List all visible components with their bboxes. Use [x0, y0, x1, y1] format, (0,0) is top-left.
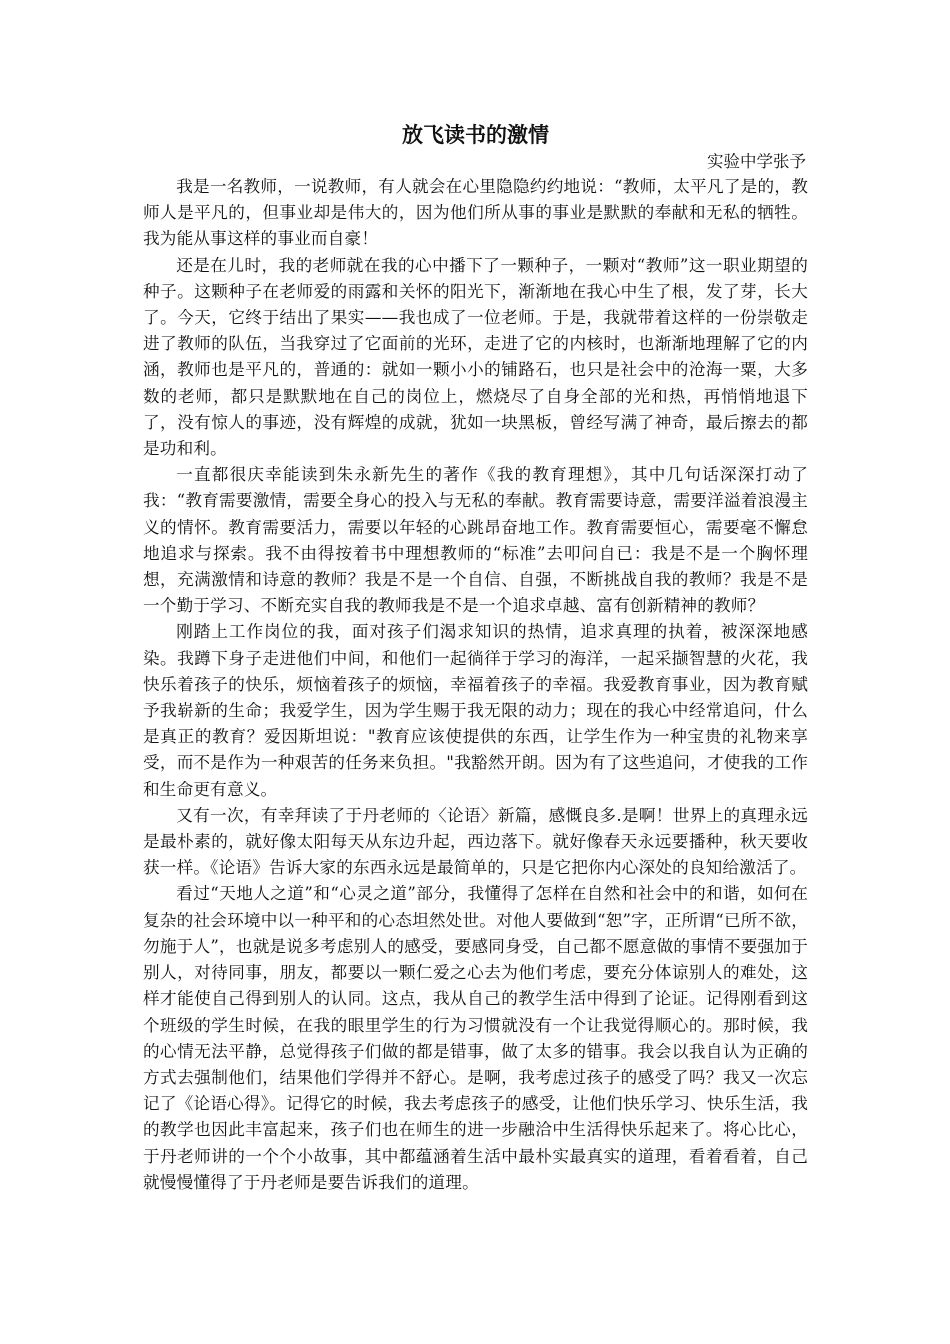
document-page [143, 118, 808, 1196]
paragraph-3: 一直都很庆幸能读到朱永新先生的著作《我的教育理想》，其中几句话深深打动了我：“教育需要激情，需要全身心的投入与无私的奉献。教育需要诗意，需要洋溢着浪漫主义的情怀。教育需要活力，需要以年轻的心跳昂奋地工作。教育需要恒心，需要毫不懈怠地追求与探索。我不由得按着书中理想教师的“标准”去叩问自已：我是不是一个胸怀理想，充满激情和诗意的教师？我是不是一个自信、自强，不断挑战自我的教师？我是不是一个勤于学习、不断充实自我的教师我是不是一个追求卓越、富有创新精神的教师？ [143, 465, 808, 616]
paragraph-2: 还是在儿时，我的老师就在我的心中播下了一颗种子，一颗对“教师”这一职业期望的种子。这颗种子在老师爱的雨露和关怀的阳光下，渐渐地在我心中生了根，发了芽，长大了。今天，它终于结出了果实——我也成了一位老师。于是，我就带着这样的一份崇敬走进了教师的队伍，当我穿过了它面前的光环，走进了它的内核时，也渐渐地理解了它的内涵，教师也是平凡的，普通的：就如一颗小小的铺路石，也只是社会中的沧海一粟，大多数的老师，都只是默默地在自己的岗位上，燃烧尽了自身全部的光和热，再悄悄地退下了，没有惊人的事迹，没有辉煌的成就，犹如一块黑板，曾经写满了神奇，最后擦去的都是功和利。 [143, 255, 808, 459]
paragraph-4: 刚踏上工作岗位的我，面对孩子们渴求知识的热情，追求真理的执着，被深深地感染。我蹲下身子走进他们中间，和他们一起徜徉于学习的海洋，一起采撷智慧的火花，我快乐着孩子的快乐，烦恼着孩子的烦恼，幸福着孩子的幸福。我爱教育事业，因为教育赋予我崭新的生命；我爱学生，因为学生赐于我无限的动力；现在的我心中经常追问，什么是真正的教育？爱因斯坦说："教育应该使提供的东西，让学生作为一种宝贵的礼物来享受，而不是作为一种艰苦的任务来负担。"我豁然开朗。因为有了这些追问，才使我的工作和生命更有意义。 [143, 622, 808, 799]
paragraph-6: 看过“天地人之道”和“心灵之道”部分，我懂得了怎样在自然和社会中的和谐，如何在复杂的社会环境中以一种平和的心态坦然处世。对他人要做到“恕”字，正所谓“已所不欲，勿施于人”，也就是说多考虑别人的感受，要感同身受，自己都不愿意做的事情不要强加于别人，对待同事，朋友，都要以一颗仁爱之心去为他们考虑，要充分体谅别人的难处，这样才能使自己得到别人的认同。这点，我从自己的教学生活中得到了论证。记得刚看到这个班级的学生时候，在我的眼里学生的行为习惯就没有一个让我觉得顺心的。那时候，我的心情无法平静，总觉得孩子们做的都是错事，做了太多的错事。我会以我自认为正确的方式去强制他们，结果他们学得并不舒心。是啊，我考虑过孩子的感受了吗？我又一次忘记了《论语心得》。记得它的时候，我去考虑孩子的感受，让他们快乐学习、快乐生活，我的教学也因此丰富起来，孩子们也在师生的进一步融洽中生活得快乐起来了。将心比心，于丹老师讲的一个个小故事，其中都蕴涵着生活中最朴实最真实的道理，看着看着，自己就慢慢懂得了于丹老师是要告诉我们的道理。 [143, 884, 808, 1192]
author-line: 实验中学张予 [707, 152, 806, 171]
paragraph-5: 又有一次，有幸拜读了于丹老师的〈论语〉新篇，感慨良多.是啊！世界上的真理永远是最朴素的，就好像太阳每天从东边升起，西边落下。就好像春天永远要播种，秋天要收获一样。《论语》告诉大家的东西永远是最简单的，只是它把你内心深处的良知给激活了。 [143, 805, 808, 878]
document-title: 放飞读书的激情 [402, 123, 549, 147]
paragraph-1: 我是一名教师，一说教师，有人就会在心里隐隐约约地说：“教师，太平凡了是的，教师人是平凡的，但事业却是伟大的，因为他们所从事的事业是默默的奉献和无私的牺牲。我为能从事这样的事业而自豪！ [143, 177, 808, 249]
